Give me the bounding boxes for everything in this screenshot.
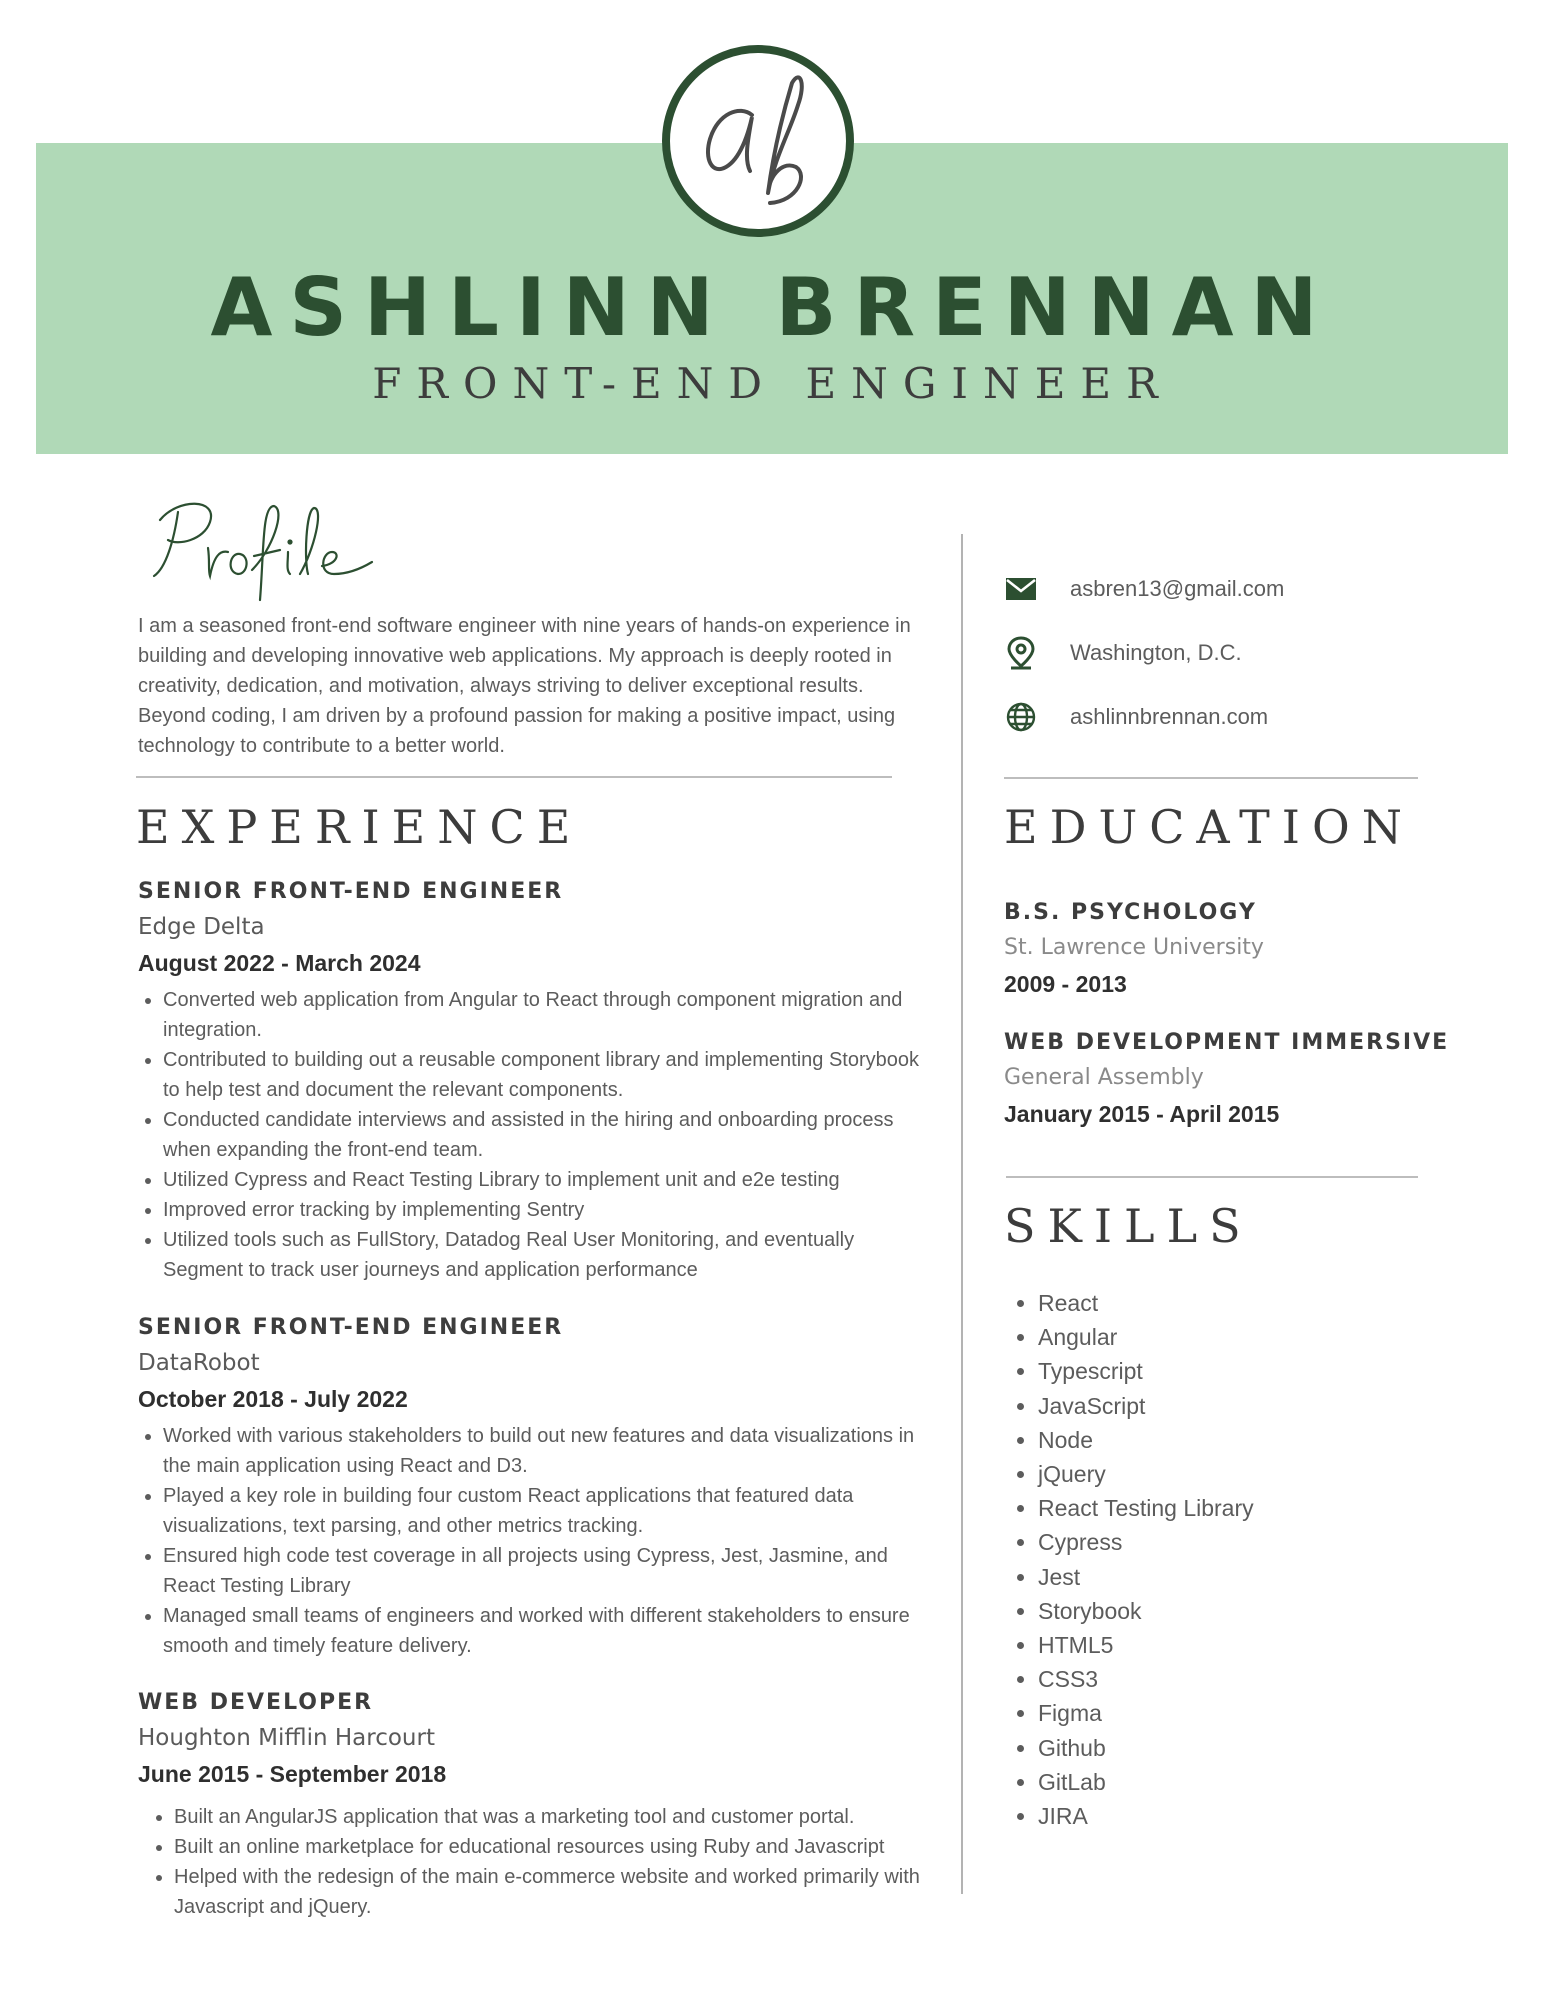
list-item: • HTML5 xyxy=(1038,1628,1254,1662)
contact-divider xyxy=(1004,777,1418,779)
list-item: • Utilized Cypress and React Testing Library to implement unit and e2e testing xyxy=(163,1165,928,1195)
list-item: • Utilized tools such as FullStory, Datadog Real User Monitoring, and eventually Segment to track user journeys and application performance xyxy=(163,1225,928,1285)
candidate-name: ASHLINN BRENNAN xyxy=(210,261,1335,354)
education-divider xyxy=(1006,1176,1418,1178)
list-item: • GitLab xyxy=(1038,1765,1254,1799)
job-dates: June 2015 - September 2018 xyxy=(138,1761,447,1787)
list-item: • JIRA xyxy=(1038,1799,1254,1833)
education-heading: EDUCATION xyxy=(1004,800,1414,854)
job-entry xyxy=(138,1686,938,1922)
globe-icon xyxy=(1004,700,1038,734)
skills-heading: SKILLS xyxy=(1004,1199,1253,1253)
email-text: asbren13@gmail.com xyxy=(1070,576,1285,601)
school-name: General Assembly xyxy=(1004,1065,1204,1090)
job-title: SENIOR FRONT-END ENGINEER xyxy=(138,1315,564,1340)
list-item: • Managed small teams of engineers and worked with different stakeholders to ensure smooth and timely feature delivery. xyxy=(163,1601,928,1661)
job-title-subtitle: FRONT-END ENGINEER xyxy=(372,359,1173,408)
school-name: St. Lawrence University xyxy=(1004,935,1264,960)
list-item: • Storybook xyxy=(1038,1594,1254,1628)
education-entry xyxy=(1004,1026,1484,1132)
list-item: • Built an online marketplace for educational resources using Ruby and Javascript xyxy=(174,1832,938,1862)
profile-heading-script xyxy=(148,490,378,610)
list-item: • Played a key role in building four custom React applications that featured data visualizations, text parsing, and other metrics tracking. xyxy=(163,1481,928,1541)
experience-heading: EXPERIENCE xyxy=(136,800,583,854)
list-item: • Improved error tracking by implementing Sentry xyxy=(163,1195,928,1225)
job-bullets xyxy=(138,1421,928,1661)
list-item: • Figma xyxy=(1038,1696,1254,1730)
job-bullets xyxy=(138,985,928,1285)
job-entry xyxy=(138,875,928,1285)
location-pin-icon xyxy=(1004,636,1038,670)
degree-title: B.S. PSYCHOLOGY xyxy=(1004,900,1257,925)
list-item: • Worked with various stakeholders to build out new features and data visualizations in the main application using React and D3. xyxy=(163,1421,928,1481)
list-item: • jQuery xyxy=(1038,1457,1254,1491)
job-title: SENIOR FRONT-END ENGINEER xyxy=(138,879,564,904)
list-item: • Ensured high code test coverage in all projects using Cypress, Jest, Jasmine, and React Testing Library xyxy=(163,1541,928,1601)
education-entry xyxy=(1004,896,1484,1002)
list-item: • Node xyxy=(1038,1423,1254,1457)
list-item: • Angular xyxy=(1038,1320,1254,1354)
degree-title: WEB DEVELOPMENT IMMERSIVE xyxy=(1004,1030,1450,1055)
list-item: • React Testing Library xyxy=(1038,1491,1254,1525)
job-entry xyxy=(138,1311,928,1661)
list-item: • Built an AngularJS application that was a marketing tool and customer portal. xyxy=(174,1802,938,1832)
job-company: DataRobot xyxy=(138,1350,260,1376)
list-item: • Cypress xyxy=(1038,1525,1254,1559)
list-item: • JavaScript xyxy=(1038,1389,1254,1423)
contact-website[interactable] xyxy=(1004,697,1268,737)
profile-divider xyxy=(136,776,892,778)
contact-location xyxy=(1004,633,1242,673)
education-years: 2009 - 2013 xyxy=(1004,971,1127,997)
skills-list xyxy=(1004,1286,1254,1833)
list-item: • Jest xyxy=(1038,1560,1254,1594)
list-item: • React xyxy=(1038,1286,1254,1320)
list-item: • Conducted candidate interviews and assisted in the hiring and onboarding process when expanding the front-end team. xyxy=(163,1105,928,1165)
job-dates: October 2018 - July 2022 xyxy=(138,1386,408,1412)
list-item: • Typescript xyxy=(1038,1354,1254,1388)
website-text: ashlinnbrennan.com xyxy=(1070,704,1269,729)
list-item: • Helped with the redesign of the main e-commerce website and worked primarily with Javascript and jQuery. xyxy=(174,1862,938,1922)
job-dates: August 2022 - March 2024 xyxy=(138,950,421,976)
location-text: Washington, D.C. xyxy=(1070,640,1242,665)
contact-email[interactable] xyxy=(1004,569,1284,609)
column-divider xyxy=(961,534,963,1894)
envelope-icon xyxy=(1004,572,1038,606)
job-company: Edge Delta xyxy=(138,914,265,940)
list-item: • Contributed to building out a reusable component library and implementing Storybook to help test and document the relevant components. xyxy=(163,1045,928,1105)
job-title: WEB DEVELOPER xyxy=(138,1690,374,1715)
job-bullets xyxy=(138,1802,938,1922)
profile-summary: I am a seasoned front-end software engineer with nine years of hands-on experience in building and developing innovative web applications. My approach is deeply rooted in creativity, dedication, and motivation, always striving to deliver exceptional results. Beyond coding, I am driven by a profound passion for making a positive impact, using technology to contribute to a better world. xyxy=(138,615,911,757)
job-company: Houghton Mifflin Harcourt xyxy=(138,1725,435,1751)
education-years: January 2015 - April 2015 xyxy=(1004,1101,1280,1127)
monogram-logo xyxy=(660,43,856,239)
list-item: • Converted web application from Angular to React through component migration and integration. xyxy=(163,985,928,1045)
list-item: • CSS3 xyxy=(1038,1662,1254,1696)
list-item: • Github xyxy=(1038,1731,1254,1765)
